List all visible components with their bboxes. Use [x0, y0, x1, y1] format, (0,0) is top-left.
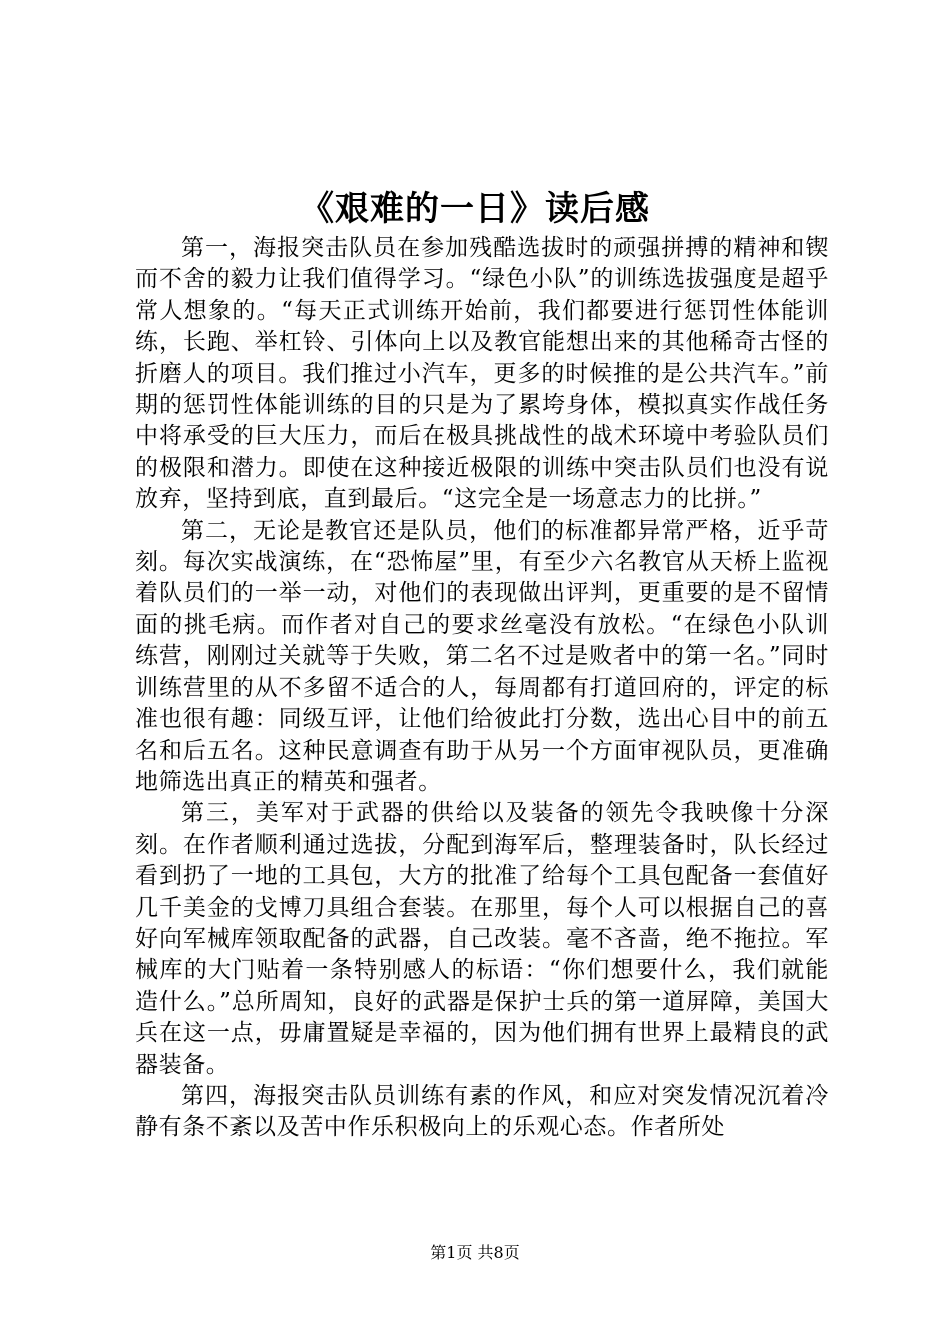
paragraph-3: 第三，美军对于武器的供给以及装备的领先令我映像十分深刻。在作者顺利通过选拔，分配到海军后，整理装备时，队长经过看到扔了一地的工具包，大方的批准了给每个工具包配备一套值好几千美金的戈博刀具组合套装。在那里，每个人可以根据自己的喜好向军械库领取配备的武器，自己改装。毫不吝啬，绝不拖拉。军械库的大门贴着一条特别感人的标语：“你们想要什么，我们就能造什么。”总所周知，良好的武器是保护士兵的第一道屏障，美国大兵在这一点，毋庸置疑是幸福的，因为他们拥有世界上最精良的武器装备。 — [135, 800, 829, 1078]
page-number-footer: 第1页 共8页 — [430, 1243, 520, 1262]
document-title: 《艰难的一日》读后感 — [300, 189, 650, 229]
paragraph-1: 第一，海报突击队员在参加残酷选拔时的顽强拼搏的精神和锲而不舍的毅力让我们值得学习。“绿色小队”的训练选拔强度是超乎常人想象的。“每天正式训练开始前，我们都要进行惩罚性体能训练，长跑、举杠铃、引体向上以及教官能想出来的其他稀奇古怪的折磨人的项目。我们推过小汽车，更多的时候推的是公共汽车。”前期的惩罚性体能训练的目的只是为了累垮身体，模拟真实作战任务中将承受的巨大压力，而后在极具挑战性的战术环境中考验队员们的极限和潜力。即使在这种接近极限的训练中突击队员们也没有说放弃，坚持到底，直到最后。“这完全是一场意志力的比拼。” — [135, 235, 829, 513]
document-body — [135, 233, 829, 1144]
paragraph-2: 第二，无论是教官还是队员，他们的标准都异常严格，近乎苛刻。每次实战演练，在“恐怖屋”里，有至少六名教官从天桥上监视着队员们的一举一动，对他们的表现做出评判，更重要的是不留情面的挑毛病。而作者对自己的要求丝毫没有放松。“在绿色小队训练营，刚刚过关就等于失败，第二名不过是败者中的第一名。”同时训练营里的从不多留不适合的人，每周都有打道回府的，评定的标准也很有趣：同级互评，让他们给彼此打分数，选出心目中的前五名和后五名。这种民意调查有助于从另一个方面审视队员，更准确地筛选出真正的精英和强者。 — [135, 517, 829, 795]
paragraph-4: 第四，海报突击队员训练有素的作风，和应对突发情况沉着冷静有条不紊以及苦中作乐积极向上的乐观心态。作者所处 — [135, 1082, 829, 1141]
